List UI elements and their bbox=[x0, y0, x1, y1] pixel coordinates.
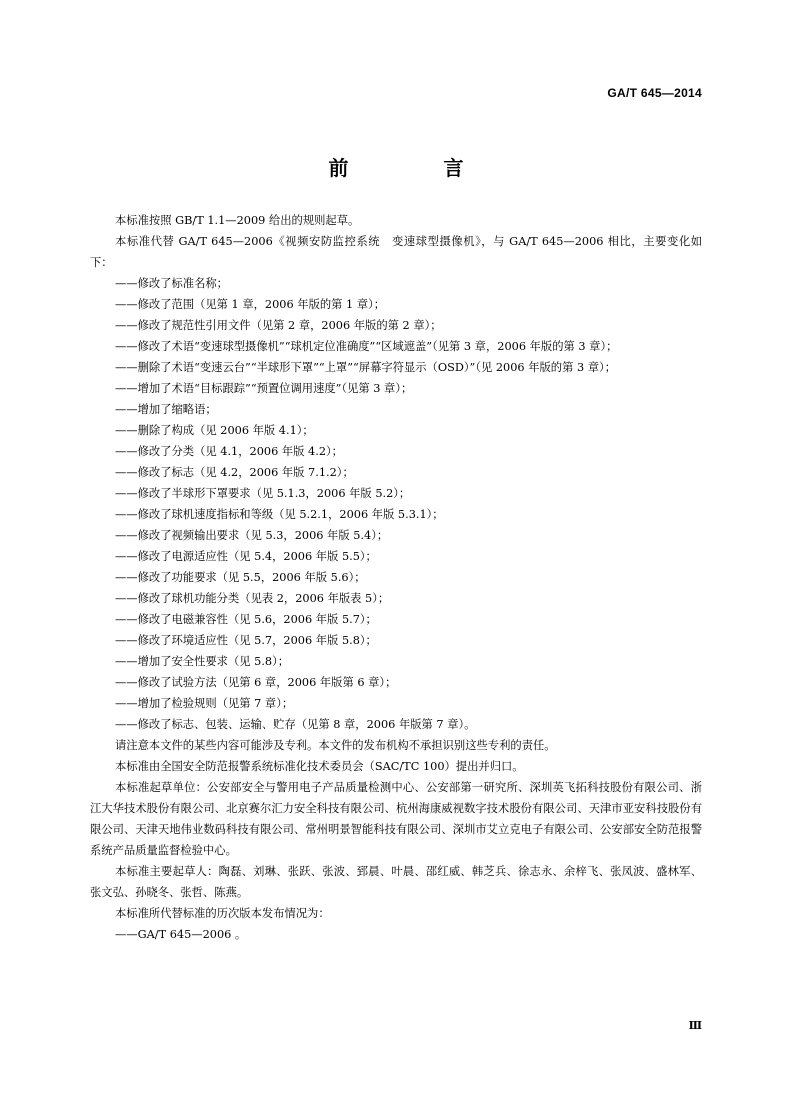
page-number: Ⅲ bbox=[688, 1019, 702, 1032]
change-item: ——修改了标志（见 4.2，2006 年版 7.1.2）； bbox=[115, 466, 354, 479]
change-item: ——增加了安全性要求（见 5.8）； bbox=[115, 655, 290, 668]
change-item: ——增加了术语“目标跟踪”“预置位调用速度”（见第 3 章）； bbox=[115, 382, 413, 395]
change-item: ——修改了术语“变速球型摄像机”“球机定位准确度”“区域遮盖”（见第 3 章，2006 年版的第 3 章）； bbox=[115, 340, 618, 353]
change-item: ——修改了环境适应性（见 5.7，2006 年版 5.8）； bbox=[115, 634, 377, 647]
paragraph: 本标准按照 GB/T 1.1—2009 给出的规则起草。 bbox=[115, 214, 360, 227]
change-item: ——修改了分类（见 4.1，2006 年版 4.2）； bbox=[115, 445, 343, 458]
change-item: ——修改了试验方法（见第 6 章，2006 年版第 6 章）； bbox=[115, 676, 397, 689]
paragraph: 本标准代替 GA/T 645—2006《视频安防监控系统 变速球型摄像机》，与 GA/T 645—2006 相比，主要变化如下： bbox=[90, 235, 702, 269]
change-item: ——修改了视频输出要求（见 5.3，2006 年版 5.4）； bbox=[115, 529, 389, 542]
change-item: ——修改了球机速度指标和等级（见 5.2.1，2006 年版 5.3.1）； bbox=[115, 508, 444, 521]
change-item: ——删除了构成（见 2006 年版 4.1）； bbox=[115, 424, 314, 437]
change-item: ——删除了术语“变速云台”“半球形下罩”“上罩”“屏幕字符显示（OSD）”（见 2006 年版的第 3 章）； bbox=[115, 361, 617, 374]
paragraph: 本标准主要起草人：陶磊、刘琳、张跃、张波、郅晨、叶晨、邵红威、韩芝兵、徐志永、余梓飞、张凤波、盛林军、张文弘、孙晓冬、张哲、陈燕。 bbox=[90, 865, 702, 899]
change-item: ——修改了电磁兼容性（见 5.6，2006 年版 5.7）； bbox=[115, 613, 377, 626]
document-code: GA/T 645—2014 bbox=[607, 86, 702, 100]
paragraph: 本标准由全国安全防范报警系统标准化技术委员会（SAC/TC 100）提出并归口。 bbox=[115, 760, 524, 773]
change-item: ——修改了球机功能分类（见表 2，2006 年版表 5）； bbox=[115, 592, 390, 605]
change-item: ——增加了缩略语； bbox=[115, 403, 217, 416]
change-item: ——修改了范围（见第 1 章，2006 年版的第 1 章）； bbox=[115, 298, 386, 311]
page-title: 前 言 bbox=[328, 156, 508, 180]
change-item: ——修改了标志、包装、运输、贮存（见第 8 章，2006 年版第 7 章）。 bbox=[115, 718, 476, 731]
body-text bbox=[90, 210, 702, 945]
paragraph: 本标准起草单位：公安部安全与警用电子产品质量检测中心、公安部第一研究所、深圳英飞拓科技股份有限公司、浙江大华技术股份有限公司、北京赛尔汇力安全科技有限公司、杭州海康威视数字技术股份有限公司、天津市亚安科技股份有限公司、天津天地伟业数码科技有限公司、常州明景智能科技有限公司、深圳市艾立克电子有限公司、公安部安全防范报警系统产品质量监督检验中心。 bbox=[90, 781, 702, 857]
history-item: ——GA/T 645—2006 。 bbox=[115, 928, 247, 941]
change-item: ——修改了功能要求（见 5.5，2006 年版 5.6）； bbox=[115, 571, 366, 584]
paragraph: 请注意本文件的某些内容可能涉及专利。本文件的发布机构不承担识别这些专利的责任。 bbox=[115, 739, 556, 752]
change-item: ——增加了检验规则（见第 7 章）； bbox=[115, 697, 294, 710]
change-item: ——修改了电源适应性（见 5.4，2006 年版 5.5）； bbox=[115, 550, 377, 563]
paragraph: 本标准所代替标准的历次版本发布情况为： bbox=[115, 907, 330, 920]
change-item: ——修改了规范性引用文件（见第 2 章，2006 年版的第 2 章）； bbox=[115, 319, 442, 332]
change-item: ——修改了半球形下罩要求（见 5.1.3，2006 年版 5.2）； bbox=[115, 487, 411, 500]
change-item: ——修改了标准名称； bbox=[115, 277, 228, 290]
